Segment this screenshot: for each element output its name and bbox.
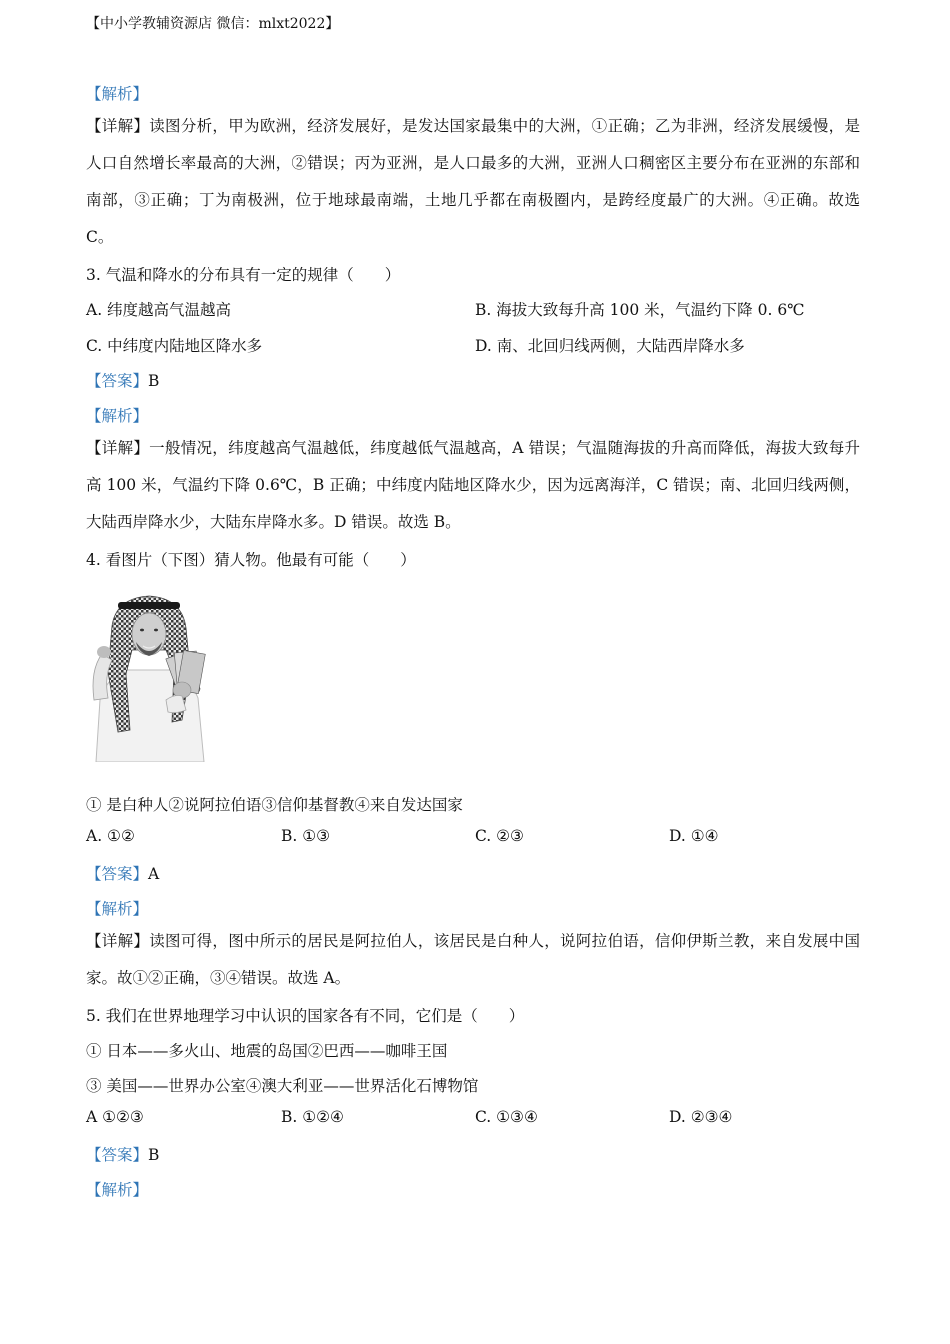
q4-option-a: A. ①②: [86, 827, 135, 845]
page-header: 【中小学教辅资源店 微信：mlxt2022】: [86, 16, 340, 32]
detail-text: 一般情况，纬度越高气温越低，纬度越低气温越高，A 错误；气温随海拔的升高而降低，海拔大致每升高 100 米，气温约下降 0.6℃，B 正确；中纬度内陆地区降水少，因为远离海洋，C 错误；南、北回归线两侧，大陆西岸降水少，大陆东岸降水多。D 错误。故选 B。: [86, 439, 860, 531]
q3-option-a: A. 纬度越高气温越高: [86, 301, 232, 319]
answer-q5: [86, 1143, 159, 1165]
q4-option-d: D. ①④: [669, 827, 719, 845]
question-3-stem: 3. 气温和降水的分布具有一定的规律（ ）: [86, 266, 401, 284]
q4-option-c: C. ②③: [475, 827, 524, 845]
question-5-stem: 5. 我们在世界地理学习中认识的国家各有不同，它们是（ ）: [86, 1007, 525, 1025]
answer-label: 【答案】: [86, 372, 149, 390]
detail-label: 【详解】: [86, 439, 150, 457]
analysis-label-q4: 【解析】: [86, 900, 149, 918]
q5-option-a: A ①②③: [86, 1108, 144, 1126]
question-4-stem: 4. 看图片（下图）猜人物。他最有可能（ ）: [86, 551, 416, 569]
analysis-label-q5: 【解析】: [86, 1181, 149, 1199]
answer-value: A: [148, 865, 160, 883]
detail-text: 读图分析，甲为欧洲，经济发展好，是发达国家最集中的大洲，①正确；乙为非洲，经济发展缓慢，是人口自然增长率最高的大洲，②错误；丙为亚洲，是人口最多的大洲，亚洲人口稠密区主要分布在亚洲的东部和南部，③正确；丁为南极洲，位于地球最南端，土地几乎都在南极圈内，是跨经度最广的大洲。④正确。故选 C。: [86, 117, 860, 246]
detail-q4: [86, 923, 860, 997]
q5-statements-line-2: ③ 美国——世界办公室④澳大利亚——世界活化石博物馆: [86, 1077, 479, 1095]
q5-option-b: B. ①②④: [281, 1108, 344, 1126]
detail-label: 【详解】: [86, 117, 150, 135]
q3-option-c: C. 中纬度内陆地区降水多: [86, 337, 263, 355]
answer-label: 【答案】: [86, 1146, 149, 1164]
q4-option-b: B. ①③: [281, 827, 331, 845]
q3-option-b: B. 海拔大致每升高 100 米，气温约下降 0. 6℃: [475, 301, 805, 319]
q4-statements: ① 是白种人②说阿拉伯语③信仰基督教④来自发达国家: [86, 796, 463, 814]
arab-man-photo: [86, 590, 212, 762]
analysis-label-q2: 【解析】: [86, 85, 149, 103]
answer-q3: [86, 369, 159, 391]
q5-option-d: D. ②③④: [669, 1108, 733, 1126]
q5-option-c: C. ①③④: [475, 1108, 538, 1126]
q5-statements-line-1: ① 日本——多火山、地震的岛国②巴西——咖啡王国: [86, 1042, 448, 1060]
analysis-label-q3: 【解析】: [86, 407, 149, 425]
detail-q3: [86, 430, 860, 541]
detail-q2: [86, 108, 860, 256]
answer-value: B: [148, 1146, 160, 1164]
answer-label: 【答案】: [86, 865, 149, 883]
answer-value: B: [148, 372, 160, 390]
detail-text: 读图可得，图中所示的居民是阿拉伯人，该居民是白种人，说阿拉伯语，信仰伊斯兰教，来自发展中国家。故①②正确，③④错误。故选 A。: [86, 932, 860, 987]
answer-q4: [86, 862, 159, 884]
q3-option-d: D. 南、北回归线两侧，大陆西岸降水多: [475, 337, 745, 355]
detail-label: 【详解】: [86, 932, 150, 950]
